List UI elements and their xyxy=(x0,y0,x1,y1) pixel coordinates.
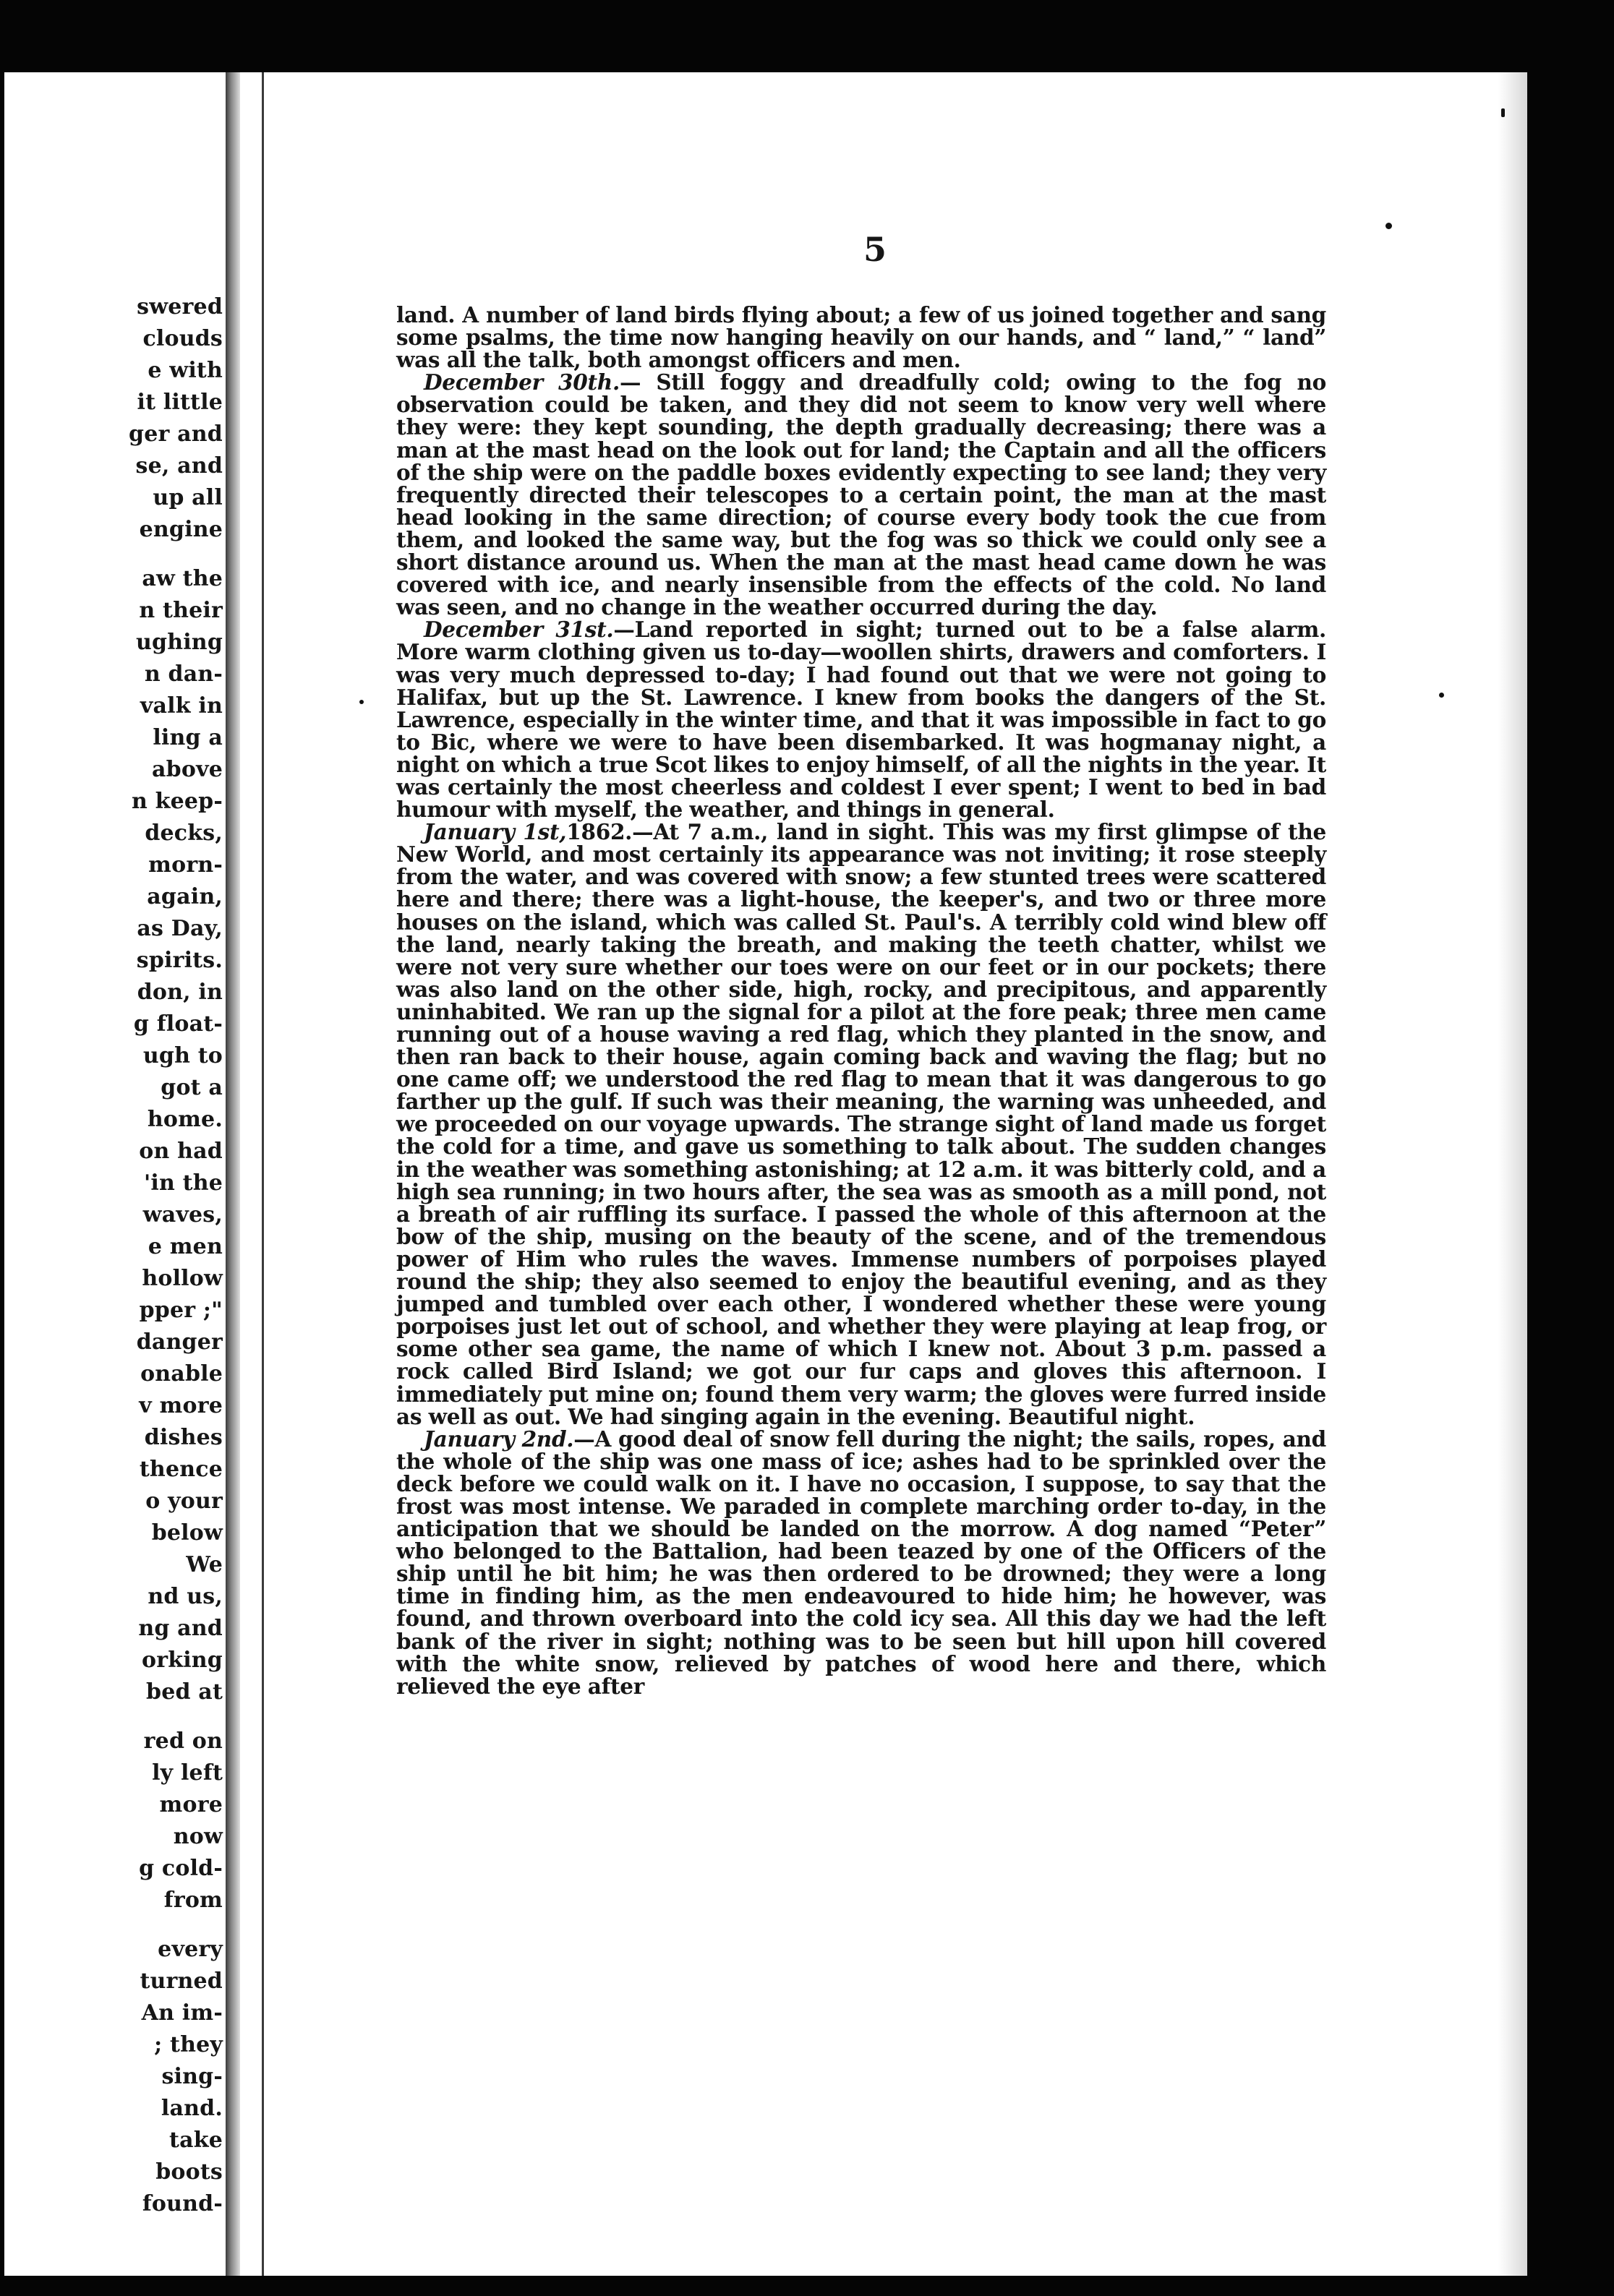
facing-page-line: found- xyxy=(142,2191,223,2216)
facing-page-line: se, and xyxy=(135,453,223,479)
facing-page-line: every xyxy=(158,1937,223,1962)
facing-page-line: thence xyxy=(139,1457,223,1482)
facing-page-line: ly left xyxy=(152,1760,223,1786)
paragraph-text: land. A number of land birds flying about; a few of us joined together and sang some psalms, the time now hanging heavily on our hands, and “ land,” “ land” was all the talk, both amongst officers and men. xyxy=(396,302,1326,373)
facing-page-line: home. xyxy=(147,1107,223,1132)
facing-page-line: v more xyxy=(139,1393,223,1418)
paragraph-continuation xyxy=(396,304,1326,371)
facing-page-line: We xyxy=(186,1552,223,1577)
scan-border-bottom xyxy=(0,2276,1614,2296)
page-edge-shade xyxy=(1498,72,1527,2276)
facing-page-line: as Day, xyxy=(137,916,223,941)
facing-page-line: it little xyxy=(137,390,223,415)
scan-speck xyxy=(1439,693,1444,698)
facing-page-line: onable xyxy=(140,1361,223,1387)
facing-page-line: from xyxy=(163,1888,223,1913)
facing-page-line: turned xyxy=(140,1969,223,1994)
facing-page-line: e men xyxy=(148,1234,223,1259)
facing-page-line: got a xyxy=(161,1075,223,1100)
page-gutter-line xyxy=(262,72,264,2276)
facing-page-line: ng and xyxy=(138,1616,223,1641)
facing-page-line: red on xyxy=(143,1729,223,1754)
page-gutter-shadow xyxy=(226,72,240,2276)
facing-page-line: swered xyxy=(137,294,223,320)
page-number: 5 xyxy=(863,230,887,269)
facing-page-line: bed at xyxy=(146,1679,223,1705)
paragraph-text: —Land reported in sight; turned out to be a false alarm. More warm clothing given us to-day—woollen shirts, drawers and comforters. I was very much depressed to-day; I had found out that we were not going to Halifax, but up the St. Lawrence. I knew from books the dangers of the St. Lawrence, especially in the winter time, and that it was impossible in fact to go to Bic, where we were to have been disembarked. It was hogmanay night, a night on which a true Scot likes to enjoy himself, of all the nights in the year. It was certainly the most cheerless and coldest I ever spent; I went to bed in bad humour with myself, the weather, and things in general. xyxy=(396,617,1326,823)
facing-page-line: valk in xyxy=(140,693,223,719)
paragraph-text: — Still foggy and dreadfully cold; owing to the fog no observation could be taken, and they did not seem to know very well where they were: they kept sounding, the depth gradually decreasing; there was a man at the mast head on the look out for land; the Captain and all the officers of the ship were on the paddle boxes evidently expecting to see land; they very frequently directed their telescopes to a certain point, the man at the mast head looking in the same direction; of course every body took the cue from them, and looked the same way, but the fog was so thick we could only see a short distance around us. When the man at the mast head came down he was covered with ice, and nearly insensible from the effects of the cold. No land was seen, and no change in the weather occurred during the day. xyxy=(396,369,1327,620)
paragraph-january-1 xyxy=(396,821,1326,1428)
facing-page-line: don, in xyxy=(137,980,223,1005)
facing-page-line: g cold- xyxy=(139,1856,223,1881)
paragraph-lead: December 31st. xyxy=(424,617,614,643)
scan-speck xyxy=(359,700,364,704)
paragraph-lead: January 2nd. xyxy=(424,1426,574,1452)
facing-page-line: ling a xyxy=(153,725,223,750)
facing-page-line: spirits. xyxy=(136,948,223,973)
facing-page-line: aw the xyxy=(142,566,223,591)
facing-page-line: ughing xyxy=(136,630,223,655)
paragraph-lead: December 30th. xyxy=(424,369,620,395)
facing-page-line: hollow xyxy=(142,1266,223,1291)
scan-speck xyxy=(1501,108,1505,117)
facing-page-line: n their xyxy=(139,598,223,623)
paragraph-december-31 xyxy=(396,618,1326,821)
facing-page-line: now xyxy=(173,1824,223,1849)
scan-border-right xyxy=(1527,0,1614,2296)
facing-page-line: land. xyxy=(161,2096,223,2121)
facing-page-line: ger and xyxy=(129,421,223,447)
facing-page-line: below xyxy=(151,1520,223,1546)
facing-page-line: on had xyxy=(139,1139,223,1164)
facing-page-line: n keep- xyxy=(131,789,223,814)
paragraph-text: 1862.—At 7 a.m., land in sight. This was my first glimpse of the New World, and most certainly its appearance was not inviting; it rose steeply from the water, and was covered with snow; a few stunted trees were scattered here and there; there was a light-house, the keeper's, and two or three more houses on the island, which was called St. Paul's. A terribly cold wind blew off the land, nearly taking the breath, and making the teeth chatter, whilst we were not very sure whether our toes were on our feet or in our pockets; there was also land on the other side, high, rocky, and precipitous, and apparently uninhabited. We ran up the signal for a pilot at the fore peak; three men came running out of a house waving a red flag, which they planted in the snow, and then ran back to their house, again coming back and waving the flag; but no one came off; we understood the red flag to mean that it was dangerous to go farther up the gulf. If such was their meaning, the warning was unheeded, and we proceeded on our voyage upwards. The strange sight of land made us forget the cold for a time, and gave us something to talk about. The sudden changes in the weather was something astonishing; at 12 a.m. it was bitterly cold, and a high sea running; in two hours after, the sea was as smooth as a mill pond, not a breath of air ruffling its surface. I passed the whole of this afternoon at the bow of the ship, musing on the beauty of the scene, and of the tremendous power of Him who rules the waves. Immense numbers of porpoises played round the ship; they also seemed to enjoy the beautiful evening, and as they jumped and tumbled over each other, I wondered whether these were young porpoises just let out of school, and whether they were playing at leap frog, or some other sea game, the name of which I knew not. About 3 p.m. passed a rock called Bird Island; we got our fur caps and gloves this afternoon. I immediately put mine on; found them very warm; the gloves were furred inside as well as out. We had singing again in the evening. Beautiful night. xyxy=(396,819,1327,1429)
facing-page-line: boots xyxy=(155,2159,223,2185)
facing-page-line: waves, xyxy=(142,1202,223,1228)
paragraph-january-2 xyxy=(396,1428,1326,1697)
body-text xyxy=(396,304,1326,1697)
paragraph-december-30 xyxy=(396,371,1326,618)
facing-page-line: clouds xyxy=(142,326,223,351)
scan-speck xyxy=(1385,223,1392,229)
paragraph-lead: January 1st, xyxy=(424,819,567,845)
facing-page-line: g float- xyxy=(133,1011,223,1037)
facing-page-line: ugh to xyxy=(142,1043,223,1068)
facing-page-line: ; they xyxy=(154,2032,223,2057)
facing-page-line: up all xyxy=(153,485,223,510)
facing-page-line: 'in the xyxy=(144,1170,223,1196)
facing-page-line: take xyxy=(169,2128,223,2153)
paragraph-text: —A good deal of snow fell during the night; the sails, ropes, and the whole of the ship was one mass of ice; ashes had to be sprinkled over the deck before we could walk on it. I have no occasion, I suppose, to say that the frost was most intense. We paraded in complete marching order to-day, in the anticipation that we should be landed on the morrow. A dog named “Peter” who belonged to the Battalion, had been teazed by one of the Officers of the ship until he bit him; he was then ordered to be drowned; they were a long time in finding him, as the men endeavoured to hide him; he however, was found, and thrown overboard into the cold icy sea. All this day we had the left bank of the river in sight; nothing was to be seen but hill upon hill covered with the white snow, relieved by patches of wood here and there, which relieved the eye after xyxy=(396,1426,1326,1699)
facing-page-line: orking xyxy=(142,1648,223,1673)
facing-page-fragment xyxy=(4,72,226,2276)
facing-page-line: pper ;" xyxy=(139,1298,223,1323)
facing-page-line: An im- xyxy=(141,2000,223,2026)
facing-page-line: n dan- xyxy=(144,661,223,687)
facing-page-line: nd us, xyxy=(148,1584,223,1609)
facing-page-line: danger xyxy=(136,1329,223,1355)
facing-page-line: morn- xyxy=(148,852,223,878)
facing-page-line: engine xyxy=(139,517,223,542)
facing-page-line: e with xyxy=(148,358,223,383)
facing-page-line: more xyxy=(159,1792,223,1817)
facing-page-line: decks, xyxy=(145,821,223,846)
facing-page-line: o your xyxy=(145,1488,223,1514)
facing-page-line: dishes xyxy=(144,1425,223,1450)
facing-page-line: again, xyxy=(147,884,223,909)
facing-page-line: sing- xyxy=(161,2064,223,2089)
scan-border-top xyxy=(0,0,1614,72)
facing-page-line: above xyxy=(152,757,223,782)
